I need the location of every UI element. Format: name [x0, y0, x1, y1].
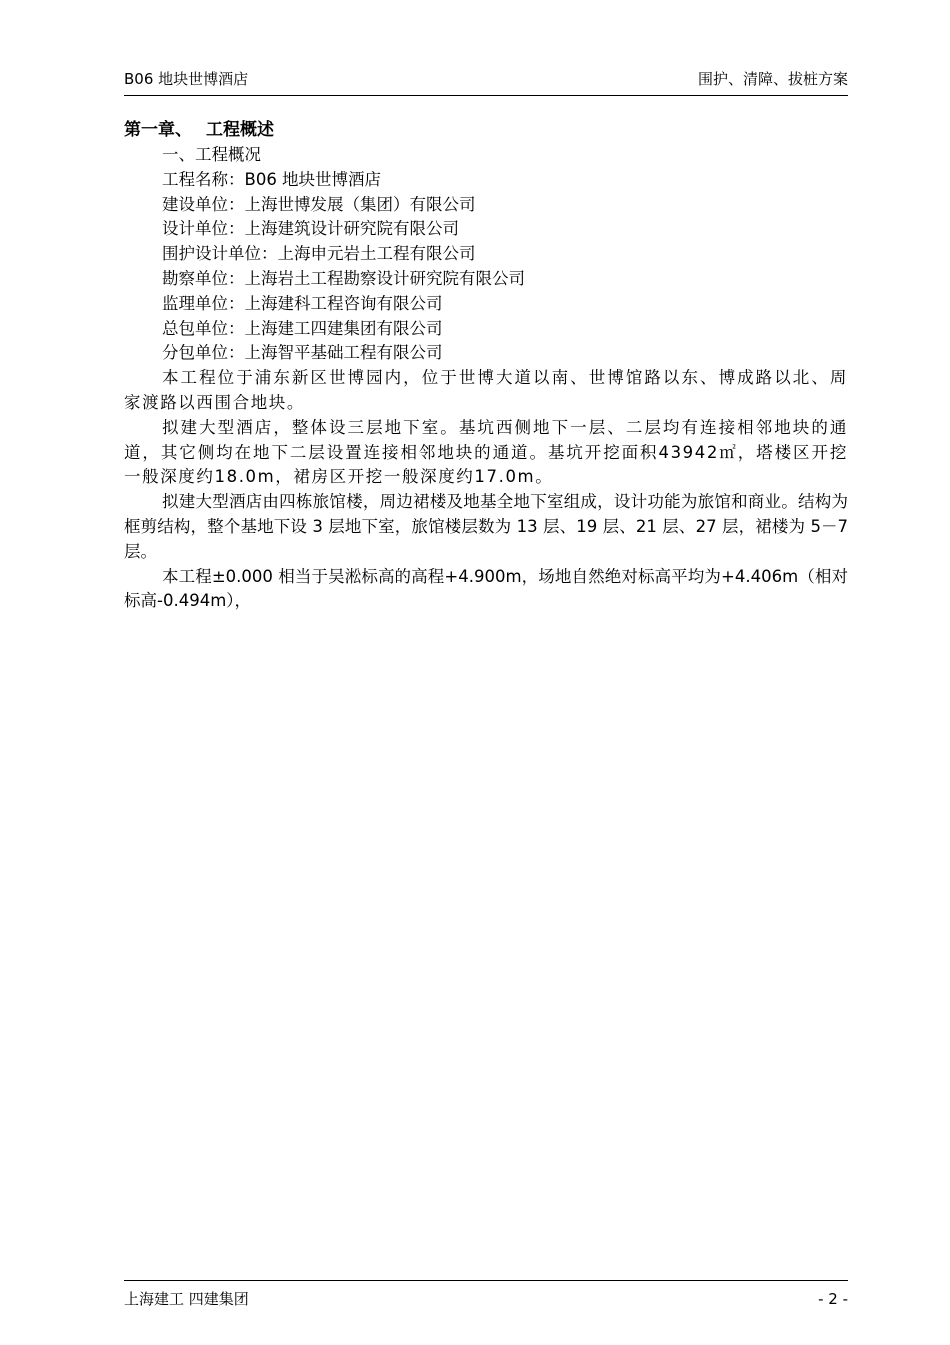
info-subcontractor: 分包单位：上海智平基础工程有限公司 [162, 343, 443, 363]
info-survey: 勘察单位：上海岩土工程勘察设计研究院有限公司 [162, 268, 525, 288]
info-supervisor: 监理单位：上海建科工程咨询有限公司 [162, 293, 443, 313]
chapter-heading [124, 117, 848, 143]
paragraph-elevation: 本工程±0.000 相当于吴淞标高的高程+4.900m，场地自然绝对标高平均为+4.406m（相对标高-0.494m）， [124, 566, 848, 611]
paragraph-basement: 拟建大型酒店，整体设三层地下室。基坑西侧地下一层、二层均有连接相邻地块的通道，其它侧均在地下二层设置连接相邻地块的通道。基坑开挖面积43942㎡，塔楼区开挖一般深度约18.0m，裙房区开挖一般深度约17.0m。 [124, 417, 848, 487]
chapter-number: 第一章、 [124, 120, 192, 140]
page-footer [124, 1288, 848, 1310]
header-project-name: B06 地块世博酒店 [124, 70, 249, 88]
footer-divider [124, 1280, 848, 1281]
page-header [124, 68, 848, 90]
footer-company: 上海建工 四建集团 [124, 1290, 249, 1308]
document-body [124, 117, 848, 614]
paragraph-structure: 拟建大型酒店由四栋旅馆楼，周边裙楼及地基全地下室组成，设计功能为旅馆和商业。结构为框剪结构，整个基地下设 3 层地下室，旅馆楼层数为 13 层、19 层、21 层、27 层，裙楼为 5－7 层。 [124, 492, 848, 561]
info-designer: 设计单位：上海建筑设计研究院有限公司 [162, 219, 459, 239]
info-project-name: 工程名称：B06 地块世博酒店 [162, 169, 382, 189]
chapter-title: 工程概述 [206, 120, 274, 140]
paragraph-location: 本工程位于浦东新区世博园内，位于世博大道以南、世博馆路以东、博成路以北、周家渡路以西围合地块。 [124, 368, 848, 412]
info-owner: 建设单位：上海世博发展（集团）有限公司 [162, 194, 476, 214]
page-number: - 2 - [818, 1290, 848, 1308]
header-document-title: 围护、清障、拔桩方案 [697, 70, 848, 88]
info-enclosure-designer: 围护设计单位：上海申元岩土工程有限公司 [162, 244, 476, 264]
header-divider [124, 95, 848, 96]
info-general-contractor: 总包单位：上海建工四建集团有限公司 [162, 318, 443, 338]
section-title: 一、工程概况 [162, 145, 261, 164]
